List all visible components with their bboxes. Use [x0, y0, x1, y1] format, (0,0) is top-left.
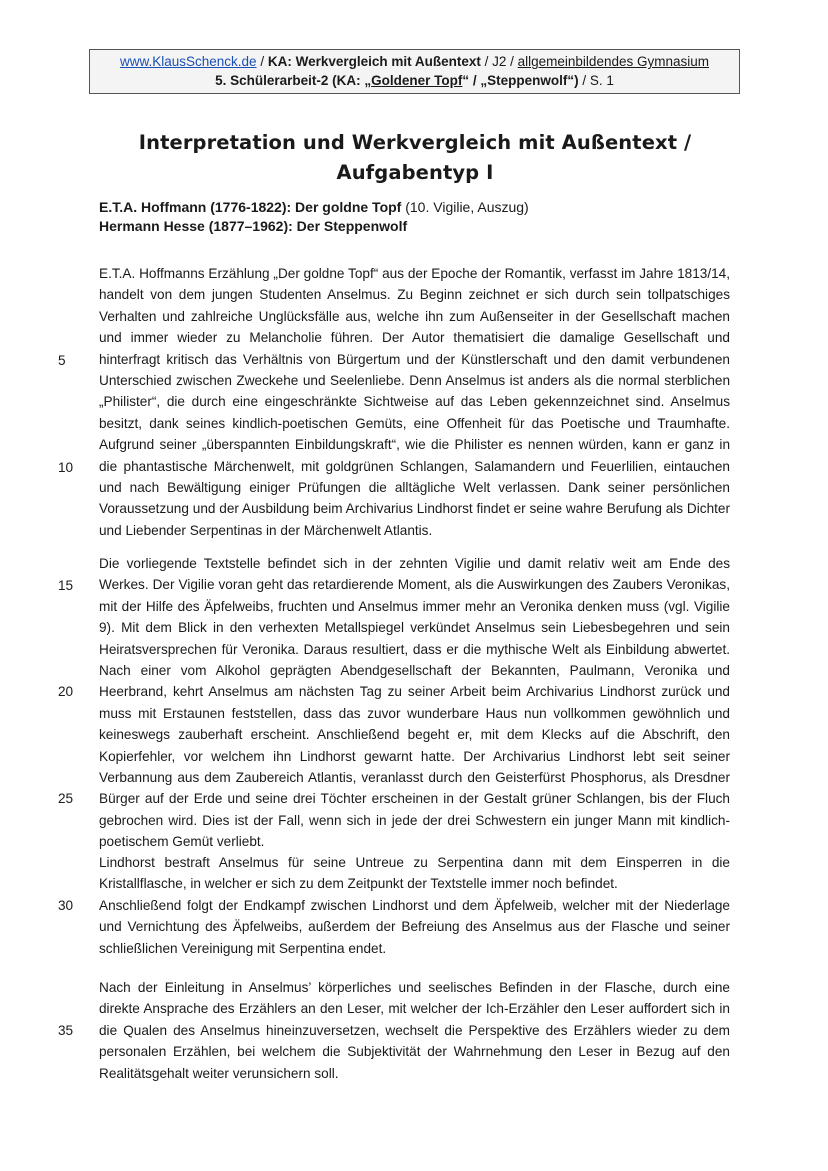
header-line2-middle: “ / „Steppenwolf“) [462, 73, 579, 88]
header-line2-prefix: 5. Schülerarbeit-2 (KA: „ [215, 73, 372, 88]
line-number-10: 10 [58, 460, 74, 475]
paragraph-2 [99, 553, 730, 853]
paragraph-2-text: Die vorliegende Textstelle befindet sich in der zehnten Vigilie und damit relativ weit am Ende des Werkes. Der Vigilie voran geht das retardierende Moment, als die Auswirkungen des Zaubers Veronikas, mit der Hilfe des Äpfelweibs, fruchten und Anselmus immer mehr an Veronika denken muss (vgl. Vigilie 9). Mit dem Blick in den verhexten Metallspiegel verkündet Anselmus sein Liebesbegehren und sein Heiratsversprechen für Veronika. Daraus resultiert, dass er die mythische Welt als Einbildung abwertet. Nach einer vom Alkohol geprägten Abendgesellschaft der Bekannten, Paulmann, Veronika und Heerbrand, kehrt Anselmus am nächsten Tag zu seiner Arbeit beim Archivarius Lindhorst zurück und muss mit Erstaunen feststellen, dass das zuvor wunderbare Haus nun vollkommen gewöhnlich und keineswegs zauberhaft erscheint. Anschließend begeht er, mit dem Klecks auf die Abschrift, den Kopierfehler, vor welchem ihn Lindhorst gewarnt hatte. Der Archivarius Lindhorst lebt seit seiner Verbannung aus dem Zaubereich Atlantis, veranlasst durch den Geisterfürst Phosphorus, als Dresdner Bürger auf der Erde und seine drei Töchter erscheinen in der Gestalt grüner Schlangen, bis der Fluch gebrochen wird. Dies ist der Fall, wenn sich in jede der drei Schwestern ein junger Mann mit kindlich-poetischem Gemüt verliebt. [99, 556, 730, 850]
source-hoffmann [99, 198, 529, 217]
paragraph-5 [99, 977, 730, 1084]
header-line-1 [94, 52, 735, 71]
line-number-15: 15 [58, 578, 74, 593]
source-list [99, 198, 529, 236]
paragraph-1 [99, 263, 730, 541]
header-level: / J2 / [480, 54, 518, 69]
line-number-30: 30 [58, 898, 74, 913]
title-line-2: Aufgabentyp I [336, 161, 494, 184]
source-hesse-title: Hermann Hesse (1877–1962): Der Steppenwolf [99, 218, 408, 234]
header-separator: / [256, 54, 268, 69]
header-school-type: allgemeinbildendes Gymnasium [517, 54, 709, 69]
source-hoffmann-detail: (10. Vigilie, Auszug) [401, 199, 529, 215]
site-link[interactable]: www.KlausSchenck.de [119, 54, 257, 69]
line-number-20: 20 [58, 684, 74, 699]
line-number-25: 25 [58, 791, 74, 806]
header-line-2 [94, 71, 735, 90]
line-number-35: 35 [58, 1023, 74, 1038]
header-page: / S. 1 [578, 73, 614, 88]
source-hoffmann-title: E.T.A. Hoffmann (1776-1822): Der goldne Topf [99, 199, 402, 215]
paragraph-3-text: Lindhorst bestraft Anselmus für seine Untreue zu Serpentina dann mit dem Einsperren in die Kristallflasche, in welcher er sich zu dem Zeitpunkt der Textstelle immer noch befindet. [99, 855, 730, 892]
document-header [89, 49, 740, 94]
paragraph-4-text: Anschließend folgt der Endkampf zwischen Lindhorst und dem Äpfelweib, welcher mit der Niederlage und Vernichtung des Äpfelweibs, außerdem der Befreiung des Anselmus aus der Flasche und seiner schließlichen Vereinigung mit Serpentina endet. [99, 898, 730, 956]
page-title [90, 128, 740, 188]
paragraph-3 [99, 852, 730, 895]
title-line-1: Interpretation und Werkvergleich mit Außentext / [138, 131, 692, 154]
line-number-5: 5 [58, 353, 66, 368]
paragraph-1-text: E.T.A. Hoffmanns Erzählung „Der goldne Topf“ aus der Epoche der Romantik, verfasst im Jahre 1813/14, handelt von dem jungen Studenten Anselmus. Zu Beginn zeichnet er sich durch sein tollpatschiges Verhalten und zahlreiche Unglücksfälle aus, welche ihn zum Außenseiter in der Gesellschaft machen und immer wieder zu Melancholie führen. Der Autor thematisiert die damalige Gesellschaft und hinterfragt kritisch das Verhältnis von Bürgertum und der Künstlerschaft und den damit verbundenen Unterschied zwischen Zweckehe und Seelenliebe. Denn Anselmus ist anders als die normal sterblichen „Philister“, die durch eine eingeschränkte Sichtweise auf das Leben gekennzeichnet sind. Anselmus besitzt, dank seines kindlich-poetischen Gemüts, eine Offenheit für das Poetische und Traumhafte. Aufgrund seiner „überspannten Einbildungskraft“, wie die Philister es nennen würden, kann er ganz in die phantastische Märchenwelt, mit goldgrünen Schlangen, Salamandern und Feuerlilien, eintauchen und nach Bewältigung einiger Prüfungen die alltägliche Welt verlassen. Dank seiner persönlichen Voraussetzung und der Ausbildung beim Archivarius Lindhorst findet er seine wahre Berufung als Dichter und Liebender Serpentinas in der Märchenwelt Atlantis. [99, 266, 730, 538]
header-ka-text: KA: Werkvergleich mit Außentext [267, 54, 481, 69]
paragraph-4 [99, 895, 730, 959]
source-hesse [99, 217, 529, 236]
header-topf: Goldener Topf [371, 73, 463, 88]
paragraph-5-text: Nach der Einleitung in Anselmus’ körperliches und seelisches Befinden in der Flasche, durch eine direkte Ansprache des Erzählers an den Leser, mit welcher der Ich-Erzähler den Leser auffordert sich in die Qualen des Anselmus hineinzuversetzen, wechselt die Perspektive des Erzählers wieder zu dem personalen Erzählen, bei welchem die Subjektivität der Wahrnehmung den Leser in Bezug auf den Realitätsgehalt weiter verunsichern soll. [99, 980, 730, 1081]
